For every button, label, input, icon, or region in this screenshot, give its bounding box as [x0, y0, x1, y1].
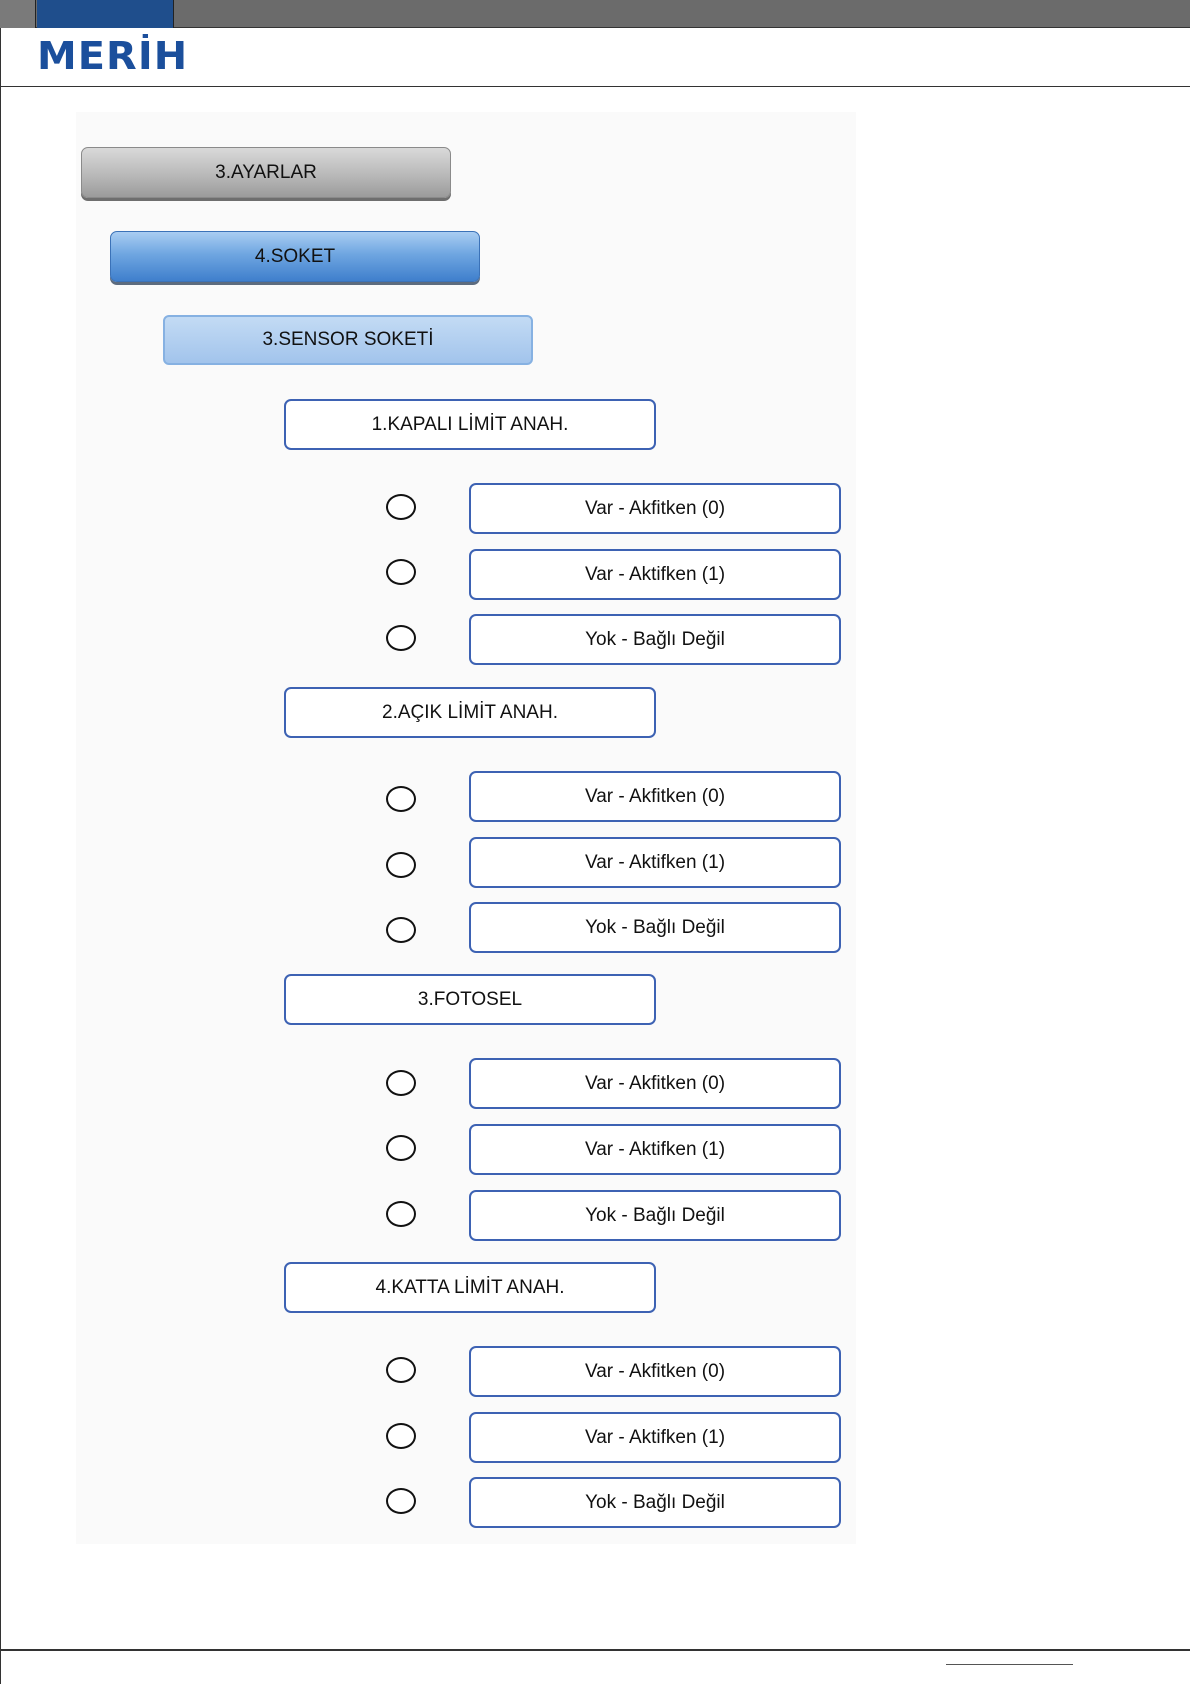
radio-button[interactable] — [386, 786, 416, 812]
option-button[interactable]: Yok - Bağlı Değil — [469, 902, 841, 953]
radio-button[interactable] — [386, 852, 416, 878]
radio-button[interactable] — [386, 494, 416, 520]
radio-button[interactable] — [386, 559, 416, 585]
top-bar-blue-segment — [37, 0, 174, 28]
option-button[interactable]: Var - Aktifken (1) — [469, 837, 841, 888]
menu-button-sensor-socket[interactable]: 3.SENSOR SOKETİ — [163, 315, 533, 365]
menu-button-socket[interactable]: 4.SOKET — [110, 231, 480, 282]
option-button[interactable]: Var - Akfitken (0) — [469, 483, 841, 534]
section-title[interactable]: 3.FOTOSEL — [284, 974, 656, 1025]
option-button[interactable]: Var - Akfitken (0) — [469, 771, 841, 822]
option-button[interactable]: Var - Akfitken (0) — [469, 1058, 841, 1109]
radio-button[interactable] — [386, 1423, 416, 1449]
option-button[interactable]: Yok - Bağlı Değil — [469, 614, 841, 665]
radio-button[interactable] — [386, 1357, 416, 1383]
option-button[interactable]: Var - Aktifken (1) — [469, 1412, 841, 1463]
option-button[interactable]: Var - Aktifken (1) — [469, 1124, 841, 1175]
menu-button-settings[interactable]: 3.AYARLAR — [81, 147, 451, 198]
option-button[interactable]: Yok - Bağlı Değil — [469, 1190, 841, 1241]
radio-button[interactable] — [386, 1488, 416, 1514]
radio-button[interactable] — [386, 1135, 416, 1161]
footer-rule — [946, 1664, 1073, 1665]
radio-button[interactable] — [386, 1201, 416, 1227]
section-title[interactable]: 1.KAPALI LİMİT ANAH. — [284, 399, 656, 450]
radio-button[interactable] — [386, 1070, 416, 1096]
section-title[interactable]: 4.KATTA LİMİT ANAH. — [284, 1262, 656, 1313]
merih-logo: MERİH — [37, 34, 189, 78]
section-title[interactable]: 2.AÇIK LİMİT ANAH. — [284, 687, 656, 738]
page-footer — [0, 1651, 1190, 1684]
top-bar-left-segment — [0, 0, 36, 28]
top-bar — [0, 0, 1190, 28]
page-header — [0, 28, 1190, 87]
radio-button[interactable] — [386, 625, 416, 651]
option-button[interactable]: Yok - Bağlı Değil — [469, 1477, 841, 1528]
radio-button[interactable] — [386, 917, 416, 943]
option-button[interactable]: Var - Akfitken (0) — [469, 1346, 841, 1397]
option-button[interactable]: Var - Aktifken (1) — [469, 549, 841, 600]
